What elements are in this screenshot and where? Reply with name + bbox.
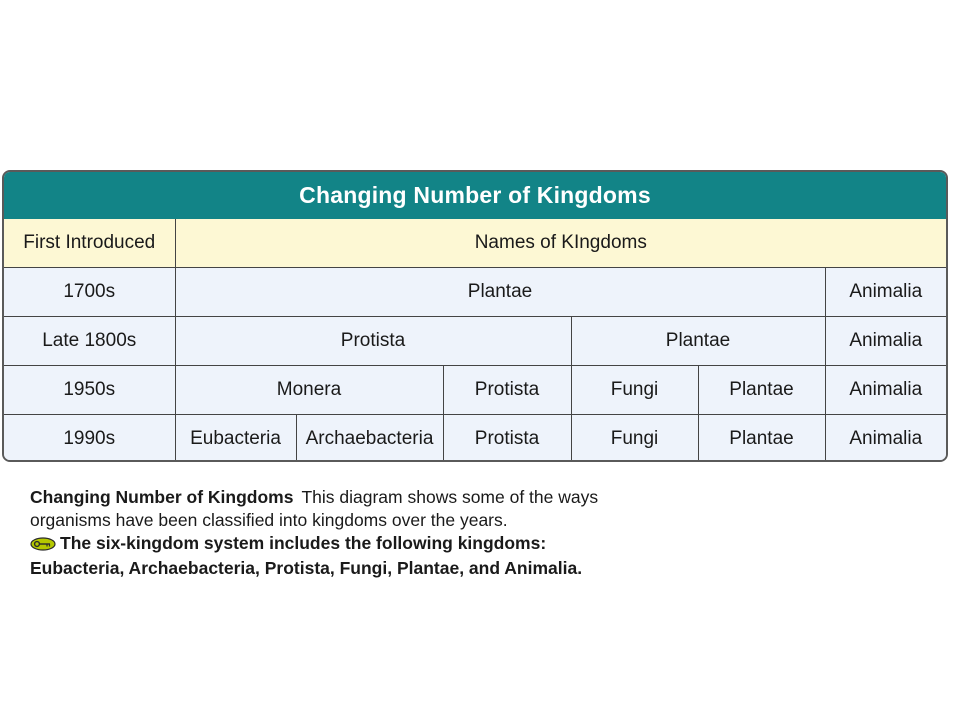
table-row	[4, 415, 946, 463]
caption-text: This diagram shows some of the ways organisms have been classified into kingdoms over the years.	[30, 487, 599, 530]
kingdom-cell: Animalia	[825, 415, 946, 463]
header-names-of-kingdoms: Names of KIngdoms	[175, 219, 946, 268]
kingdom-cell: Plantae	[698, 415, 825, 463]
row-year: 1990s	[4, 415, 175, 463]
kingdom-cell: Monera	[175, 366, 443, 415]
table-row	[4, 268, 946, 317]
kingdoms-figure	[2, 170, 948, 462]
header-first-introduced: First Introduced	[4, 219, 175, 268]
kingdoms-table	[4, 219, 946, 462]
table-row	[4, 317, 946, 366]
row-year: 1700s	[4, 268, 175, 317]
kingdom-cell: Protista	[443, 415, 571, 463]
kingdom-cell: Animalia	[825, 317, 946, 366]
kingdom-cell: Archaebacteria	[296, 415, 443, 463]
kingdom-cell: Animalia	[825, 268, 946, 317]
kingdom-cell: Plantae	[175, 268, 825, 317]
row-year: 1950s	[4, 366, 175, 415]
caption-title: Changing Number of Kingdoms	[30, 487, 294, 507]
kingdom-cell: Animalia	[825, 366, 946, 415]
kingdom-cell: Fungi	[571, 366, 698, 415]
table-title: Changing Number of Kingdoms	[4, 172, 946, 219]
kingdom-cell: Eubacteria	[175, 415, 296, 463]
row-year: Late 1800s	[4, 317, 175, 366]
kingdom-cell: Plantae	[698, 366, 825, 415]
kingdom-cell: Fungi	[571, 415, 698, 463]
table-header-row	[4, 219, 946, 268]
kingdom-cell: Plantae	[571, 317, 825, 366]
figure-caption	[30, 486, 630, 580]
kingdom-cell: Protista	[175, 317, 571, 366]
key-sentence: The six-kingdom system includes the following kingdoms: Eubacteria, Archaebacteria, Protista, Fungi, Plantae, and Animalia.	[30, 533, 583, 578]
key-icon	[30, 534, 56, 557]
table-row	[4, 366, 946, 415]
kingdom-cell: Protista	[443, 366, 571, 415]
